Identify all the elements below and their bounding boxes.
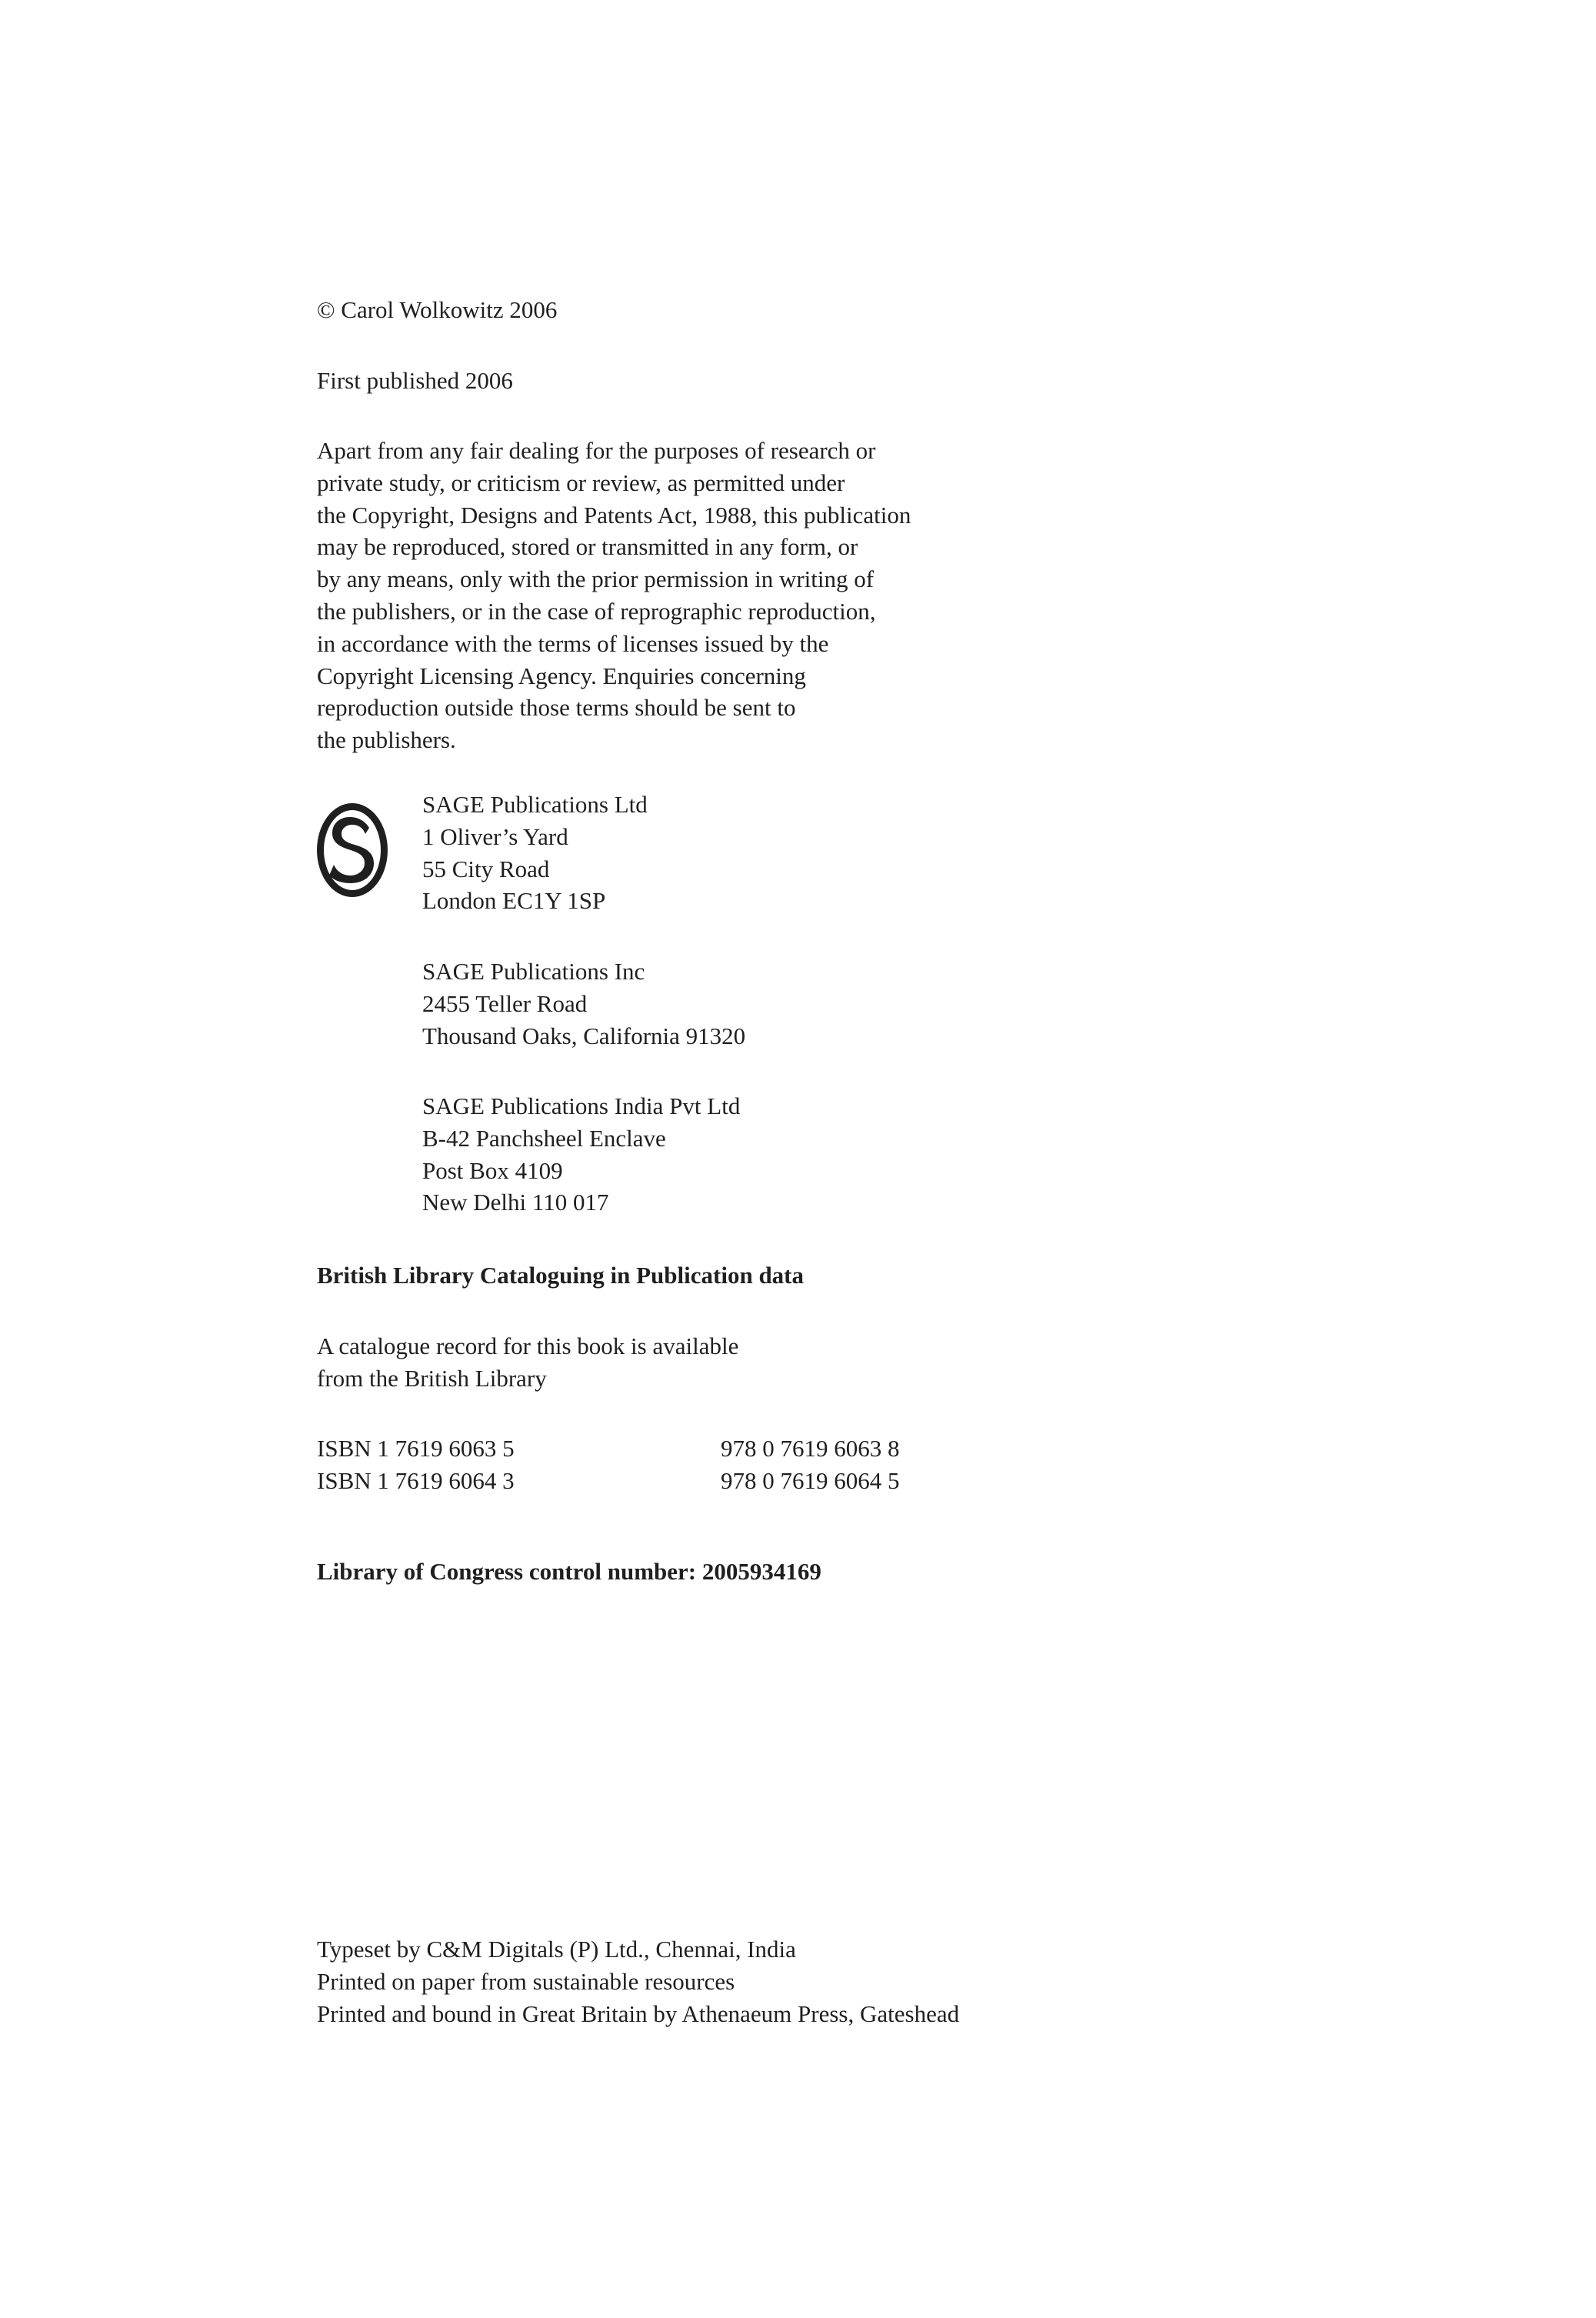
cip-line: A catalogue record for this book is available <box>317 1332 739 1359</box>
cip-line: from the British Library <box>317 1364 547 1392</box>
rights-line: the Copyright, Designs and Patents Act, 1988, this publication <box>317 501 911 529</box>
rights-line: the publishers. <box>317 726 456 754</box>
address-line: SAGE Publications Inc <box>422 958 645 985</box>
printing-line: Typeset by C&M Digitals (P) Ltd., Chennai, India <box>317 1936 796 1963</box>
cip-text <box>317 1330 738 1395</box>
rights-paragraph <box>317 435 911 756</box>
address-uk <box>422 789 648 917</box>
address-line: Thousand Oaks, California 91320 <box>422 1022 746 1049</box>
rights-line: the publishers, or in the case of reprographic reproduction, <box>317 597 876 625</box>
rights-line: private study, or criticism or review, as permitted under <box>317 469 845 496</box>
isbn10-column <box>317 1432 515 1497</box>
address-line: Post Box 4109 <box>422 1156 563 1184</box>
address-line: London EC1Y 1SP <box>422 887 606 915</box>
isbn10-value: ISBN 1 7619 6064 3 <box>317 1466 515 1494</box>
sage-s-logo-icon <box>314 800 391 900</box>
address-india <box>422 1090 740 1219</box>
isbn13-value: 978 0 7619 6064 5 <box>721 1466 900 1494</box>
isbn13-value: 978 0 7619 6063 8 <box>721 1435 900 1462</box>
isbn10-value: ISBN 1 7619 6063 5 <box>317 1435 515 1462</box>
rights-line: reproduction outside those terms should be sent to <box>317 694 796 722</box>
address-line: 55 City Road <box>422 855 550 882</box>
address-us <box>422 956 745 1052</box>
address-line: New Delhi 110 017 <box>422 1189 609 1216</box>
isbn13-column <box>721 1432 900 1497</box>
address-line: B-42 Panchsheel Enclave <box>422 1124 666 1152</box>
rights-line: may be reproduced, stored or transmitted in any form, or <box>317 533 858 561</box>
printing-line: Printed on paper from sustainable resources <box>317 1967 735 1995</box>
copyright-line: © Carol Wolkowitz 2006 <box>317 296 558 323</box>
address-line: SAGE Publications Ltd <box>422 791 648 818</box>
printing-details <box>317 1933 959 2030</box>
loc-control-number: Library of Congress control number: 2005934169 <box>317 1558 821 1585</box>
rights-line: Copyright Licensing Agency. Enquiries concerning <box>317 662 806 689</box>
cip-heading: British Library Cataloguing in Publication data <box>317 1262 805 1289</box>
rights-line: in accordance with the terms of licenses issued by the <box>317 629 829 657</box>
rights-line: by any means, only with the prior permission in writing of <box>317 565 875 593</box>
address-line: SAGE Publications India Pvt Ltd <box>422 1092 741 1119</box>
address-line: 2455 Teller Road <box>422 989 588 1017</box>
first-published-line: First published 2006 <box>317 367 513 394</box>
address-line: 1 Oliver’s Yard <box>422 822 568 850</box>
printing-line: Printed and bound in Great Britain by Athenaeum Press, Gateshead <box>317 1999 960 2027</box>
rights-line: Apart from any fair dealing for the purposes of research or <box>317 437 876 464</box>
